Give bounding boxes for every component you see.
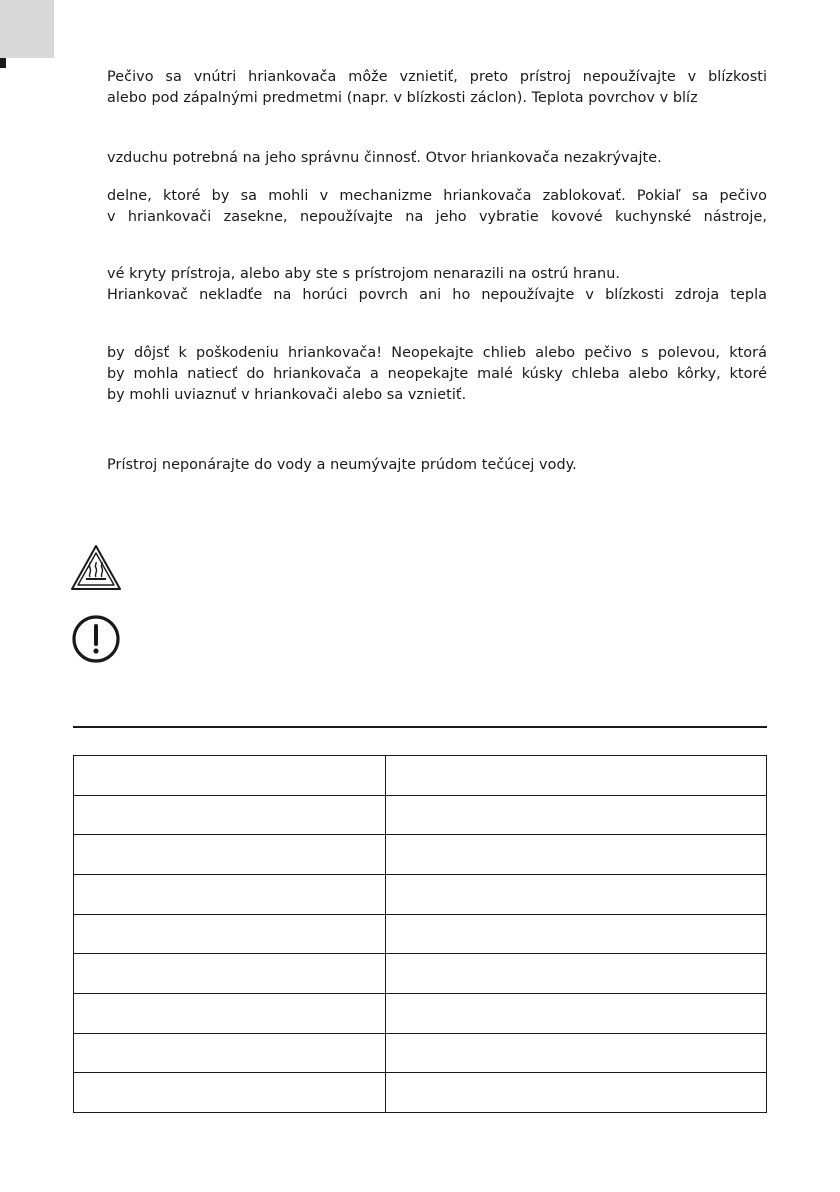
text-line: vzduchu potrebná na jeho správnu činnosť. Otvor hriankovača nezakrývajte. bbox=[107, 150, 662, 166]
table-cell-value bbox=[386, 954, 767, 994]
page-corner-marker bbox=[0, 58, 6, 68]
table-cell-label bbox=[74, 914, 386, 954]
table-cell-value bbox=[386, 795, 767, 835]
specifications-table bbox=[73, 755, 767, 1113]
text-line: by mohla natiecť do hriankovača a neopekajte malé kúsky chleba alebo kôrky, ktoré bbox=[107, 366, 767, 382]
table-cell-value bbox=[386, 756, 767, 796]
hot-surface-warning-icon bbox=[70, 544, 122, 592]
text-line: v hriankovači zasekne, nepoužívajte na jeho vybratie kovové kuchynské nástroje, bbox=[107, 209, 767, 225]
text-line: alebo pod zápalnými predmetmi (napr. v blízkosti záclon). Teplota povrchov v blíz bbox=[107, 90, 698, 106]
table-cell-label bbox=[74, 993, 386, 1033]
safety-paragraph-5 bbox=[107, 343, 767, 406]
table-row bbox=[74, 835, 767, 875]
text-line: vé kryty prístroja, alebo aby ste s prístrojom nenarazili na ostrú hranu. bbox=[107, 266, 621, 282]
safety-paragraph-1 bbox=[107, 67, 767, 109]
table-row bbox=[74, 756, 767, 796]
section-divider bbox=[73, 726, 767, 728]
text-line: delne, ktoré by sa mohli v mechanizme hriankovača zablokovať. Pokiaľ sa pečivo bbox=[107, 188, 767, 204]
table-row bbox=[74, 795, 767, 835]
table-cell-label bbox=[74, 1073, 386, 1113]
exclamation-circle-icon bbox=[71, 614, 121, 664]
safety-paragraph-6 bbox=[107, 455, 767, 476]
table-cell-value bbox=[386, 993, 767, 1033]
table-cell-value bbox=[386, 835, 767, 875]
table-row bbox=[74, 914, 767, 954]
table-row bbox=[74, 1073, 767, 1113]
page-corner-tab bbox=[0, 0, 54, 58]
text-line: Pečivo sa vnútri hriankovača môže vznietiť, preto prístroj nepoužívajte v blízkosti bbox=[107, 69, 767, 85]
safety-paragraph-3 bbox=[107, 186, 767, 228]
text-line: by dôjsť k poškodeniu hriankovača! Neopekajte chlieb alebo pečivo s polevou, ktorá bbox=[107, 345, 767, 361]
safety-paragraph-2 bbox=[107, 148, 767, 169]
table-cell-label bbox=[74, 756, 386, 796]
table-cell-value bbox=[386, 874, 767, 914]
table-cell-label bbox=[74, 1033, 386, 1073]
table-row bbox=[74, 1033, 767, 1073]
table-cell-value bbox=[386, 914, 767, 954]
table-row bbox=[74, 954, 767, 994]
table-cell-value bbox=[386, 1033, 767, 1073]
text-line: Prístroj neponárajte do vody a neumývajte prúdom tečúcej vody. bbox=[107, 457, 577, 473]
table-cell-label bbox=[74, 954, 386, 994]
table-cell-label bbox=[74, 874, 386, 914]
table-cell-label bbox=[74, 835, 386, 875]
safety-paragraph-4 bbox=[107, 264, 767, 306]
table-row bbox=[74, 993, 767, 1033]
text-line: by mohli uviaznuť v hriankovači alebo sa vznietiť. bbox=[107, 387, 467, 403]
table-cell-label bbox=[74, 795, 386, 835]
table-cell-value bbox=[386, 1073, 767, 1113]
table-row bbox=[74, 874, 767, 914]
text-line: Hriankovač nekladťe na horúci povrch ani ho nepoužívajte v blízkosti zdroja tepla bbox=[107, 287, 767, 303]
